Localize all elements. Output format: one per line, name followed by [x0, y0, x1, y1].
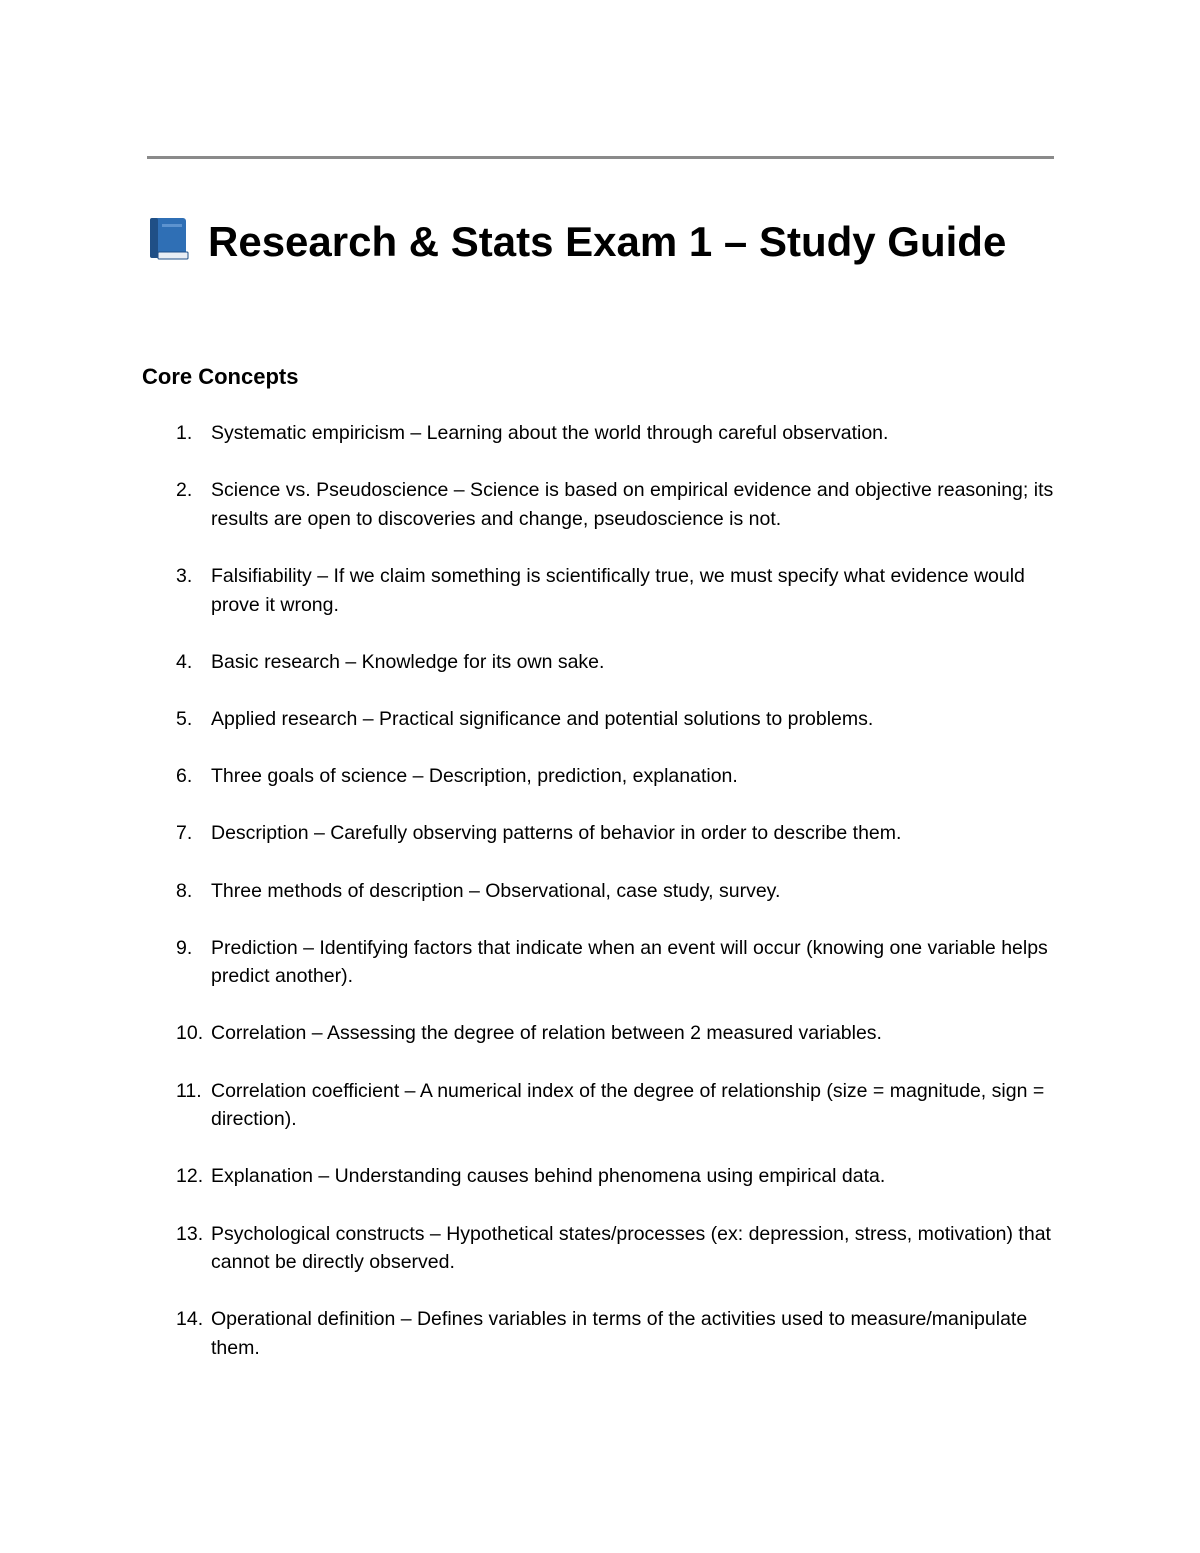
list-item-text: Applied research – Practical significance and potential solutions to problems. [211, 707, 874, 730]
list-item-number: 7. [176, 822, 193, 845]
list-item-text: Description – Carefully observing patterns of behavior in order to describe them. [211, 822, 902, 845]
list-item-number: 8. [176, 879, 193, 902]
section-heading-core-concepts: Core Concepts [142, 364, 299, 389]
list-item-text: Correlation coefficient – A numerical index of the degree of relationship (size = magnitude, sign = direction). [211, 1079, 1045, 1131]
list-item [0, 705, 1200, 734]
list-item-number: 5. [176, 707, 193, 730]
list-item-number: 1. [176, 422, 193, 444]
list-item [0, 1019, 1200, 1048]
page-title [142, 212, 1042, 272]
list-item [0, 1305, 1200, 1362]
horizontal-rule [147, 156, 1054, 159]
list-item [0, 1162, 1200, 1191]
list-item-text: Operational definition – Defines variables in terms of the activities used to measure/manipulate them. [211, 1308, 1028, 1359]
list-item [0, 877, 1200, 906]
list-item-text: Three goals of science – Description, prediction, explanation. [211, 765, 738, 788]
list-item-number: 13. [176, 1222, 204, 1245]
page-title-text: Research & Stats Exam 1 – Study Guide [208, 218, 1007, 265]
list-item-text: Explanation – Understanding causes behind phenomena using empirical data. [211, 1165, 886, 1188]
list-item-number: 14. [176, 1308, 204, 1331]
list-item-text: Psychological constructs – Hypothetical states/processes (ex: depression, stress, motivation) that cannot be directly observed. [211, 1222, 1051, 1274]
list-item [0, 562, 1200, 619]
list-item-text: Prediction – Identifying factors that indicate when an event will occur (knowing one variable helps predict another). [211, 936, 1048, 988]
list-item [0, 934, 1200, 991]
list-item-text: Science vs. Pseudoscience – Science is based on empirical evidence and objective reasoning; its results are open to discoveries and change, pseudoscience is not. [211, 479, 1054, 530]
list-item-number: 6. [176, 765, 193, 788]
list-item-text: Falsifiability – If we claim something is scientifically true, we must specify what evidence would prove it wrong. [211, 564, 1025, 616]
list-item [0, 762, 1200, 791]
list-item [0, 476, 1200, 533]
list-item-number: 10. [176, 1022, 204, 1045]
list-item-text: Three methods of description – Observational, case study, survey. [211, 879, 781, 902]
blue-book-icon [148, 216, 190, 262]
list-item [0, 648, 1200, 677]
list-item-number: 12. [176, 1165, 204, 1188]
concept-list [0, 419, 1200, 1391]
list-item-text: Systematic empiricism – Learning about the world through careful observation. [211, 422, 889, 444]
list-item-text: Basic research – Knowledge for its own sake. [211, 650, 605, 673]
list-item-number: 11. [176, 1079, 202, 1102]
list-item-number: 3. [176, 564, 193, 587]
list-item-number: 2. [176, 479, 193, 502]
list-item [0, 1077, 1200, 1134]
list-item-number: 4. [176, 650, 193, 673]
list-item-text: Correlation – Assessing the degree of relation between 2 measured variables. [211, 1022, 882, 1045]
list-item-number: 9. [176, 936, 193, 959]
list-item [0, 819, 1200, 848]
list-item [0, 1220, 1200, 1277]
list-item [0, 419, 1200, 448]
